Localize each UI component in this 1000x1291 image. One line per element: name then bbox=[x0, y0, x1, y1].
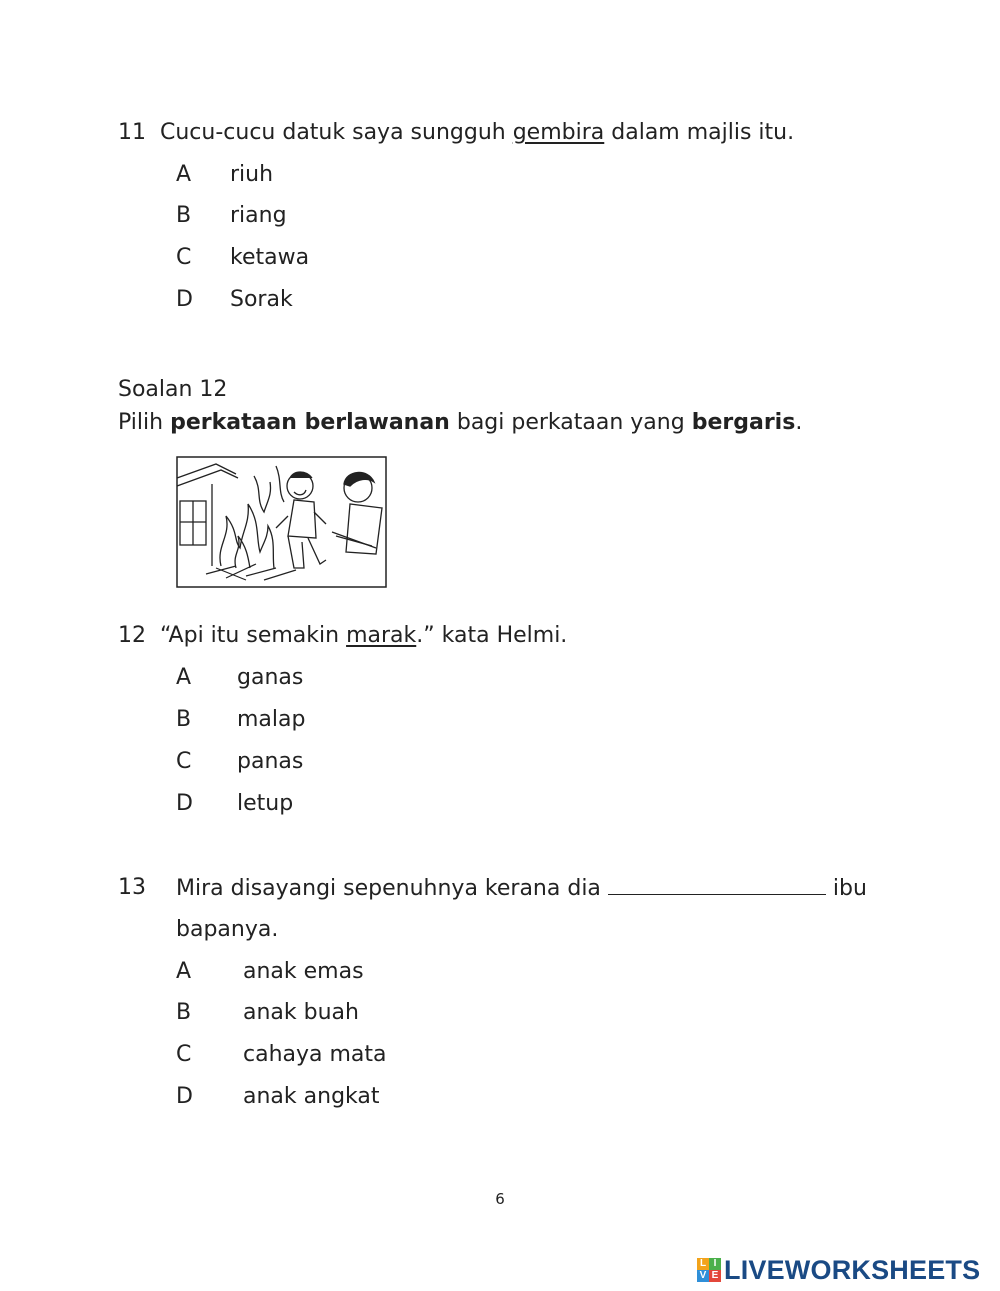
option-text: ganas bbox=[237, 665, 304, 690]
brand-name: LIVEWORKSHEETS bbox=[724, 1254, 981, 1285]
option-letter: B bbox=[176, 203, 192, 228]
option-letter: A bbox=[176, 162, 192, 187]
question-11-underlined-word: gembira bbox=[512, 120, 605, 145]
question-13-stem-line2: bapanya. bbox=[176, 917, 279, 942]
question-11-text-before: Cucu-cucu datuk saya sungguh bbox=[160, 120, 506, 145]
option-text: anak angkat bbox=[243, 1084, 380, 1109]
question-12-underlined-word: marak bbox=[346, 623, 417, 648]
logo-letter: E bbox=[709, 1270, 721, 1282]
logo-letter: L bbox=[697, 1258, 709, 1270]
liveworksheets-logo-icon bbox=[697, 1258, 721, 1282]
option-text: cahaya mata bbox=[243, 1042, 387, 1067]
question-13-text-after: ibu bbox=[832, 876, 867, 901]
option-text: ketawa bbox=[230, 245, 310, 270]
option-letter: C bbox=[176, 1042, 192, 1067]
logo-letter: V bbox=[697, 1270, 709, 1282]
option-letter: A bbox=[176, 959, 192, 984]
option-letter: C bbox=[176, 245, 192, 270]
question-11-number: 11 bbox=[118, 120, 146, 145]
option-text: riang bbox=[230, 203, 287, 228]
option-text: riuh bbox=[230, 162, 274, 187]
option-letter: D bbox=[176, 1084, 193, 1109]
option-text: Sorak bbox=[230, 287, 293, 312]
question-12-stem bbox=[118, 622, 567, 650]
logo-letter: I bbox=[709, 1258, 721, 1270]
section-12-heading: Soalan 12 bbox=[118, 377, 228, 402]
option-text: letup bbox=[237, 791, 294, 816]
option-text: anak emas bbox=[243, 959, 364, 984]
question-11-stem bbox=[118, 119, 794, 147]
liveworksheets-brand[interactable] bbox=[697, 1255, 980, 1285]
question-13-text-before: Mira disayangi sepenuhnya kerana dia bbox=[176, 876, 601, 901]
instruction-middle: bagi perkataan yang bbox=[456, 410, 685, 435]
option-letter: D bbox=[176, 287, 193, 312]
option-letter: D bbox=[176, 791, 193, 816]
option-text: malap bbox=[237, 707, 306, 732]
instruction-bold-underlined: bergaris bbox=[691, 410, 796, 435]
option-letter: B bbox=[176, 1000, 192, 1025]
instruction-prefix: Pilih bbox=[118, 410, 164, 435]
question-13-stem bbox=[176, 874, 867, 903]
option-letter: C bbox=[176, 749, 192, 774]
bonfire-children-illustration bbox=[176, 456, 387, 588]
page-number: 6 bbox=[495, 1190, 505, 1208]
instruction-bold-antonym: perkataan berlawanan bbox=[170, 410, 450, 435]
question-13-number: 13 bbox=[118, 875, 146, 900]
section-12-instruction bbox=[118, 409, 802, 437]
question-11-text-after: dalam majlis itu. bbox=[611, 120, 795, 145]
option-letter: A bbox=[176, 665, 192, 690]
option-text: panas bbox=[237, 749, 304, 774]
question-12-number: 12 bbox=[118, 623, 146, 648]
question-12-text-before: “Api itu semakin bbox=[160, 623, 340, 648]
instruction-end: . bbox=[795, 410, 803, 435]
option-letter: B bbox=[176, 707, 192, 732]
answer-blank[interactable] bbox=[608, 874, 826, 895]
question-12-text-after: .” kata Helmi. bbox=[416, 623, 568, 648]
option-text: anak buah bbox=[243, 1000, 359, 1025]
